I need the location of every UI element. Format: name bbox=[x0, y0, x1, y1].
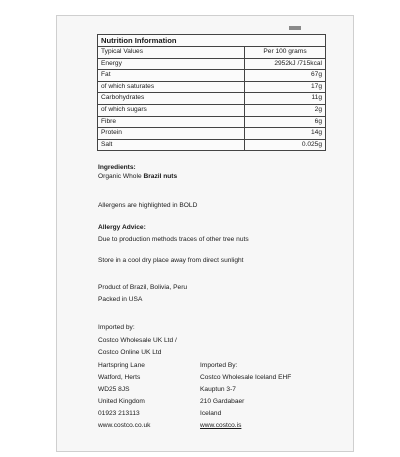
allergen-note: Allergens are highlighted in BOLD bbox=[98, 202, 198, 209]
origin-text: Product of Brazil, Bolivia, Peru bbox=[98, 284, 188, 291]
allergy-text: Due to production methods traces of other tree nuts bbox=[98, 236, 249, 243]
nutrition-row bbox=[98, 104, 326, 116]
nutrition-header-value: Per 100 grams bbox=[245, 47, 326, 59]
importer-is-line: Kauptun 3-7 bbox=[200, 386, 236, 393]
nutrition-row bbox=[98, 116, 326, 128]
allergy-heading: Allergy Advice: bbox=[98, 224, 146, 231]
nutrient-value: 2g bbox=[245, 104, 326, 116]
importer-is-line: Iceland bbox=[200, 410, 222, 417]
label-punch-mark bbox=[289, 26, 301, 30]
storage-text: Store in a cool dry place away from direct sunlight bbox=[98, 257, 244, 264]
importer-uk-line: WD25 8JS bbox=[98, 386, 130, 393]
nutrient-label: Fat bbox=[98, 70, 245, 82]
nutrition-table-title: Nutrition Information bbox=[98, 35, 326, 47]
nutrient-label: Protein bbox=[98, 128, 245, 140]
nutrient-label: Salt bbox=[98, 139, 245, 151]
nutrient-label: of which saturates bbox=[98, 81, 245, 93]
importer-uk-line: Costco Wholesale UK Ltd / bbox=[98, 337, 177, 344]
nutrition-row bbox=[98, 128, 326, 140]
nutrition-header-label: Typical Values bbox=[98, 47, 245, 59]
importer-is-heading: Imported By: bbox=[200, 362, 238, 369]
nutrient-label: Energy bbox=[98, 58, 245, 70]
nutrient-label: of which sugars bbox=[98, 104, 245, 116]
importer-uk-line: Costco Online UK Ltd bbox=[98, 349, 162, 356]
importer-uk-line: United Kingdom bbox=[98, 398, 145, 405]
nutrient-value: 67g bbox=[245, 70, 326, 82]
nutrition-row bbox=[98, 58, 326, 70]
importer-uk-line: 01923 213113 bbox=[98, 410, 140, 417]
nutrition-table bbox=[97, 34, 326, 151]
nutrient-label: Fibre bbox=[98, 116, 245, 128]
importer-uk-line: Watford, Herts bbox=[98, 374, 141, 381]
nutrient-value: 0.025g bbox=[245, 139, 326, 151]
nutrition-row bbox=[98, 139, 326, 151]
importer-is-line: Costco Wholesale Iceland EHF bbox=[200, 374, 292, 381]
importer-is-website[interactable]: www.costco.is bbox=[200, 422, 242, 429]
ingredients-text bbox=[98, 173, 177, 181]
nutrition-row bbox=[98, 70, 326, 82]
product-label-sheet bbox=[56, 15, 354, 452]
ingredients-plain: Organic Whole bbox=[98, 173, 144, 180]
nutrition-row bbox=[98, 93, 326, 105]
importer-uk-website[interactable]: www.costco.co.uk bbox=[98, 422, 151, 429]
ingredients-allergen: Brazil nuts bbox=[143, 173, 178, 180]
nutrition-row bbox=[98, 81, 326, 93]
importer-is-line: 210 Gardabaer bbox=[200, 398, 245, 405]
nutrient-value: 2952kJ /715kcal bbox=[245, 58, 326, 70]
nutrient-value: 6g bbox=[245, 116, 326, 128]
nutrient-value: 17g bbox=[245, 81, 326, 93]
nutrition-header-row bbox=[98, 47, 326, 59]
nutrient-value: 11g bbox=[245, 93, 326, 105]
importer-uk-heading: Imported by: bbox=[98, 324, 135, 331]
nutrient-value: 14g bbox=[245, 128, 326, 140]
importer-uk-line: Hartspring Lane bbox=[98, 362, 145, 369]
ingredients-heading: Ingredients: bbox=[98, 164, 136, 171]
nutrient-label: Carbohydrates bbox=[98, 93, 245, 105]
packed-text: Packed in USA bbox=[98, 296, 143, 303]
